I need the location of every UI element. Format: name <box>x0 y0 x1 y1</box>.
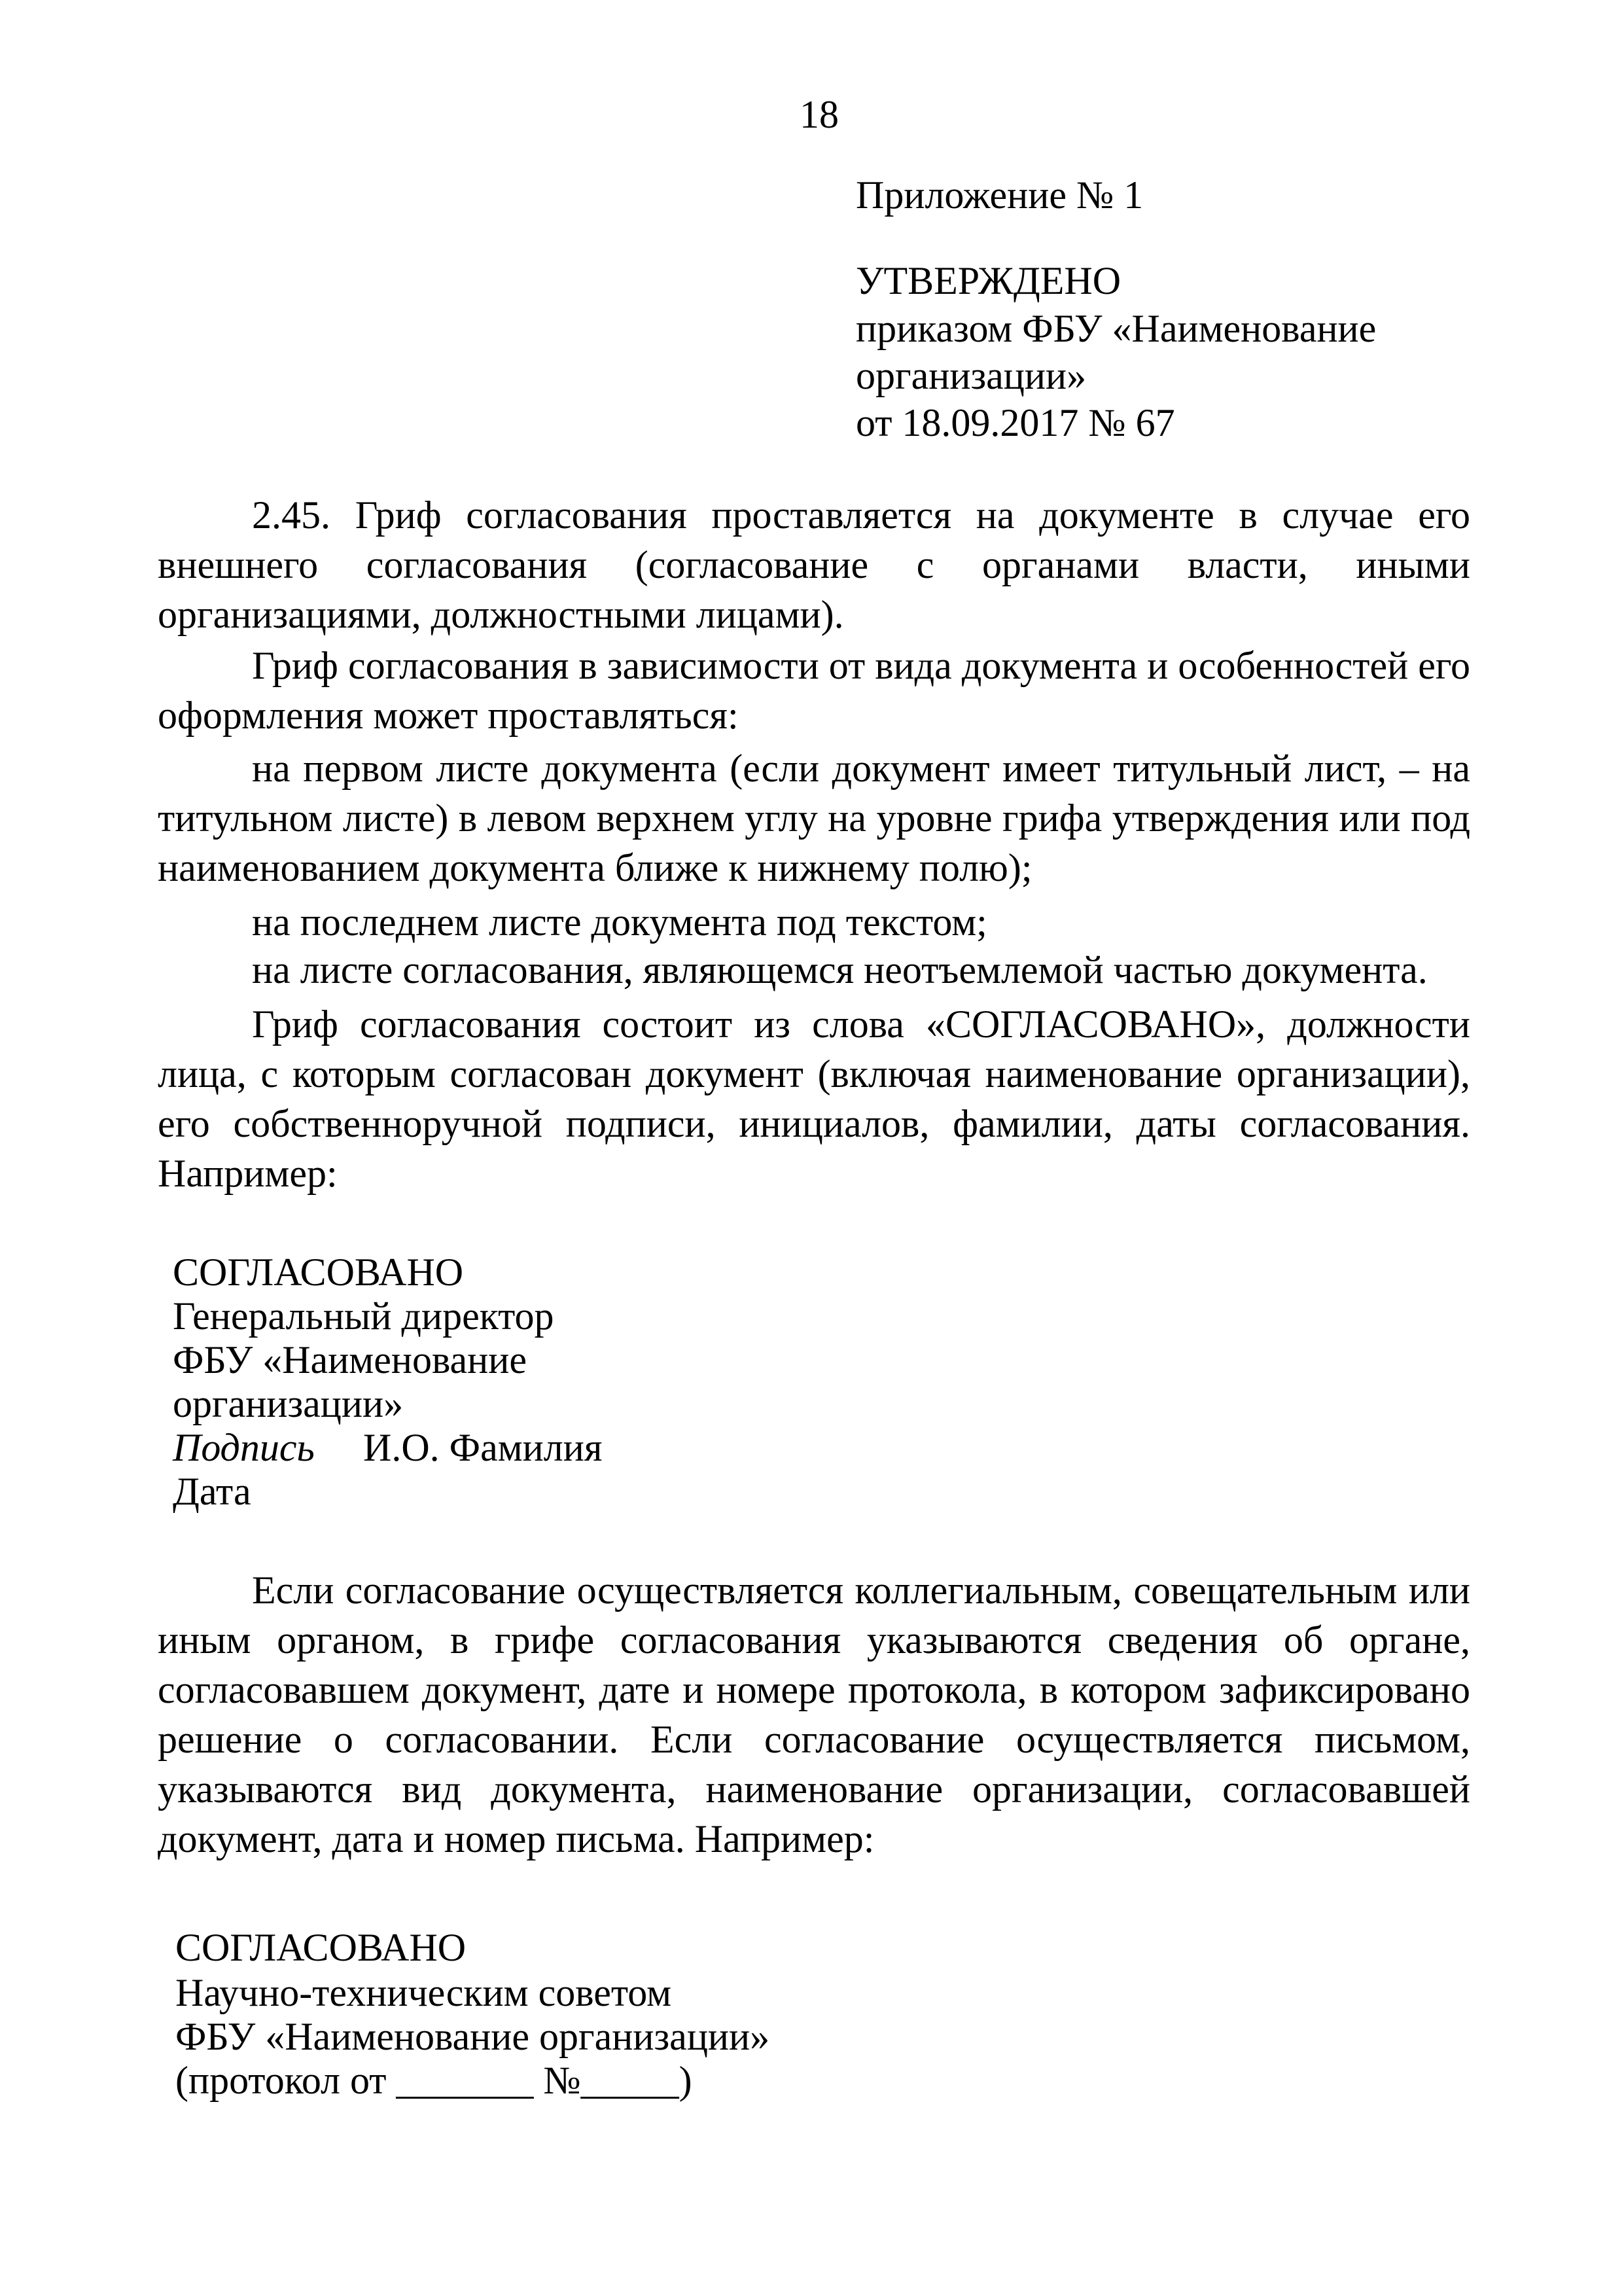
text-line: Гриф согласования состоит из слова «СОГЛАСОВАНО», должности <box>252 1003 1470 1046</box>
example-line: ФБУ «Наименование организации» <box>175 2015 770 2058</box>
signature-placeholder: Подпись <box>173 1426 315 1469</box>
text-line: иным органом, в грифе согласования указываются сведения об органе, <box>158 1618 1470 1662</box>
page-number: 18 <box>800 93 839 136</box>
approved-order-line: приказом ФБУ «Наименование <box>856 307 1377 350</box>
text-line: решение о согласовании. Если согласование осуществляется письмом, <box>158 1718 1470 1761</box>
text-line: Например: <box>158 1152 338 1195</box>
signer-name: И.О. Фамилия <box>363 1426 603 1469</box>
text-line: титульном листе) в левом верхнем углу на уровне грифа утверждения или под <box>158 796 1470 840</box>
example-line: ФБУ «Наименование <box>173 1338 527 1381</box>
text-line: Гриф согласования в зависимости от вида документа и особенностей его <box>252 644 1470 687</box>
paragraph <box>158 743 1470 893</box>
text-line: внешнего согласования (согласование с органами власти, иными <box>158 543 1470 586</box>
paragraph <box>158 897 1470 947</box>
example-title: СОГЛАСОВАНО <box>173 1251 464 1294</box>
approved-order-line: организации» <box>856 354 1087 397</box>
example-title: СОГЛАСОВАНО <box>175 1926 467 1969</box>
approval-example-2 <box>175 1924 769 2103</box>
approval-example-1 <box>173 1251 602 1514</box>
example-line: Генеральный директор <box>173 1294 554 1338</box>
text-line: указываются вид документа, наименование организации, согласовавшей <box>158 1768 1470 1811</box>
appendix-label: Приложение № 1 <box>856 173 1144 217</box>
text-line: Если согласование осуществляется коллегиальным, совещательным или <box>252 1569 1470 1612</box>
text-line: организациями, должностными лицами). <box>158 593 844 636</box>
text-line: на последнем листе документа под текстом; <box>252 900 987 944</box>
example-line: организации» <box>173 1382 404 1425</box>
approved-order-line: от 18.09.2017 № 67 <box>856 401 1175 444</box>
example-line: Научно-техническим советом <box>175 1971 672 2014</box>
example-date: Дата <box>173 1470 251 1513</box>
text-line: 2.45. Гриф согласования проставляется на документе в случае его <box>252 493 1470 537</box>
paragraph <box>158 945 1470 995</box>
text-line: его собственноручной подписи, инициалов, фамилии, даты согласования. <box>158 1102 1470 1145</box>
paragraph <box>158 1565 1470 1864</box>
text-line: документ, дата и номер письма. Например: <box>158 1817 875 1860</box>
text-line: на листе согласования, являющемся неотъемлемой частью документа. <box>252 948 1428 991</box>
paragraph-2-45 <box>158 490 1470 639</box>
signature-row <box>173 1426 602 1470</box>
text-line: оформления может проставляться: <box>158 694 739 737</box>
text-line: наименованием документа ближе к нижнему полю); <box>158 846 1033 889</box>
paragraph <box>158 999 1470 1198</box>
text-line: на первом листе документа (если документ имеет титульный лист, – на <box>252 747 1470 790</box>
text-line: лица, с которым согласован документ (включая наименование организации), <box>158 1052 1470 1095</box>
paragraph <box>158 641 1470 740</box>
approval-stamp <box>856 257 1376 446</box>
text-line: согласовавшем документ, дате и номере протокола, в котором зафиксировано <box>158 1668 1470 1711</box>
example-line: (протокол от _______ №_____) <box>175 2059 692 2102</box>
approved-title: УТВЕРЖДЕНО <box>856 259 1121 302</box>
